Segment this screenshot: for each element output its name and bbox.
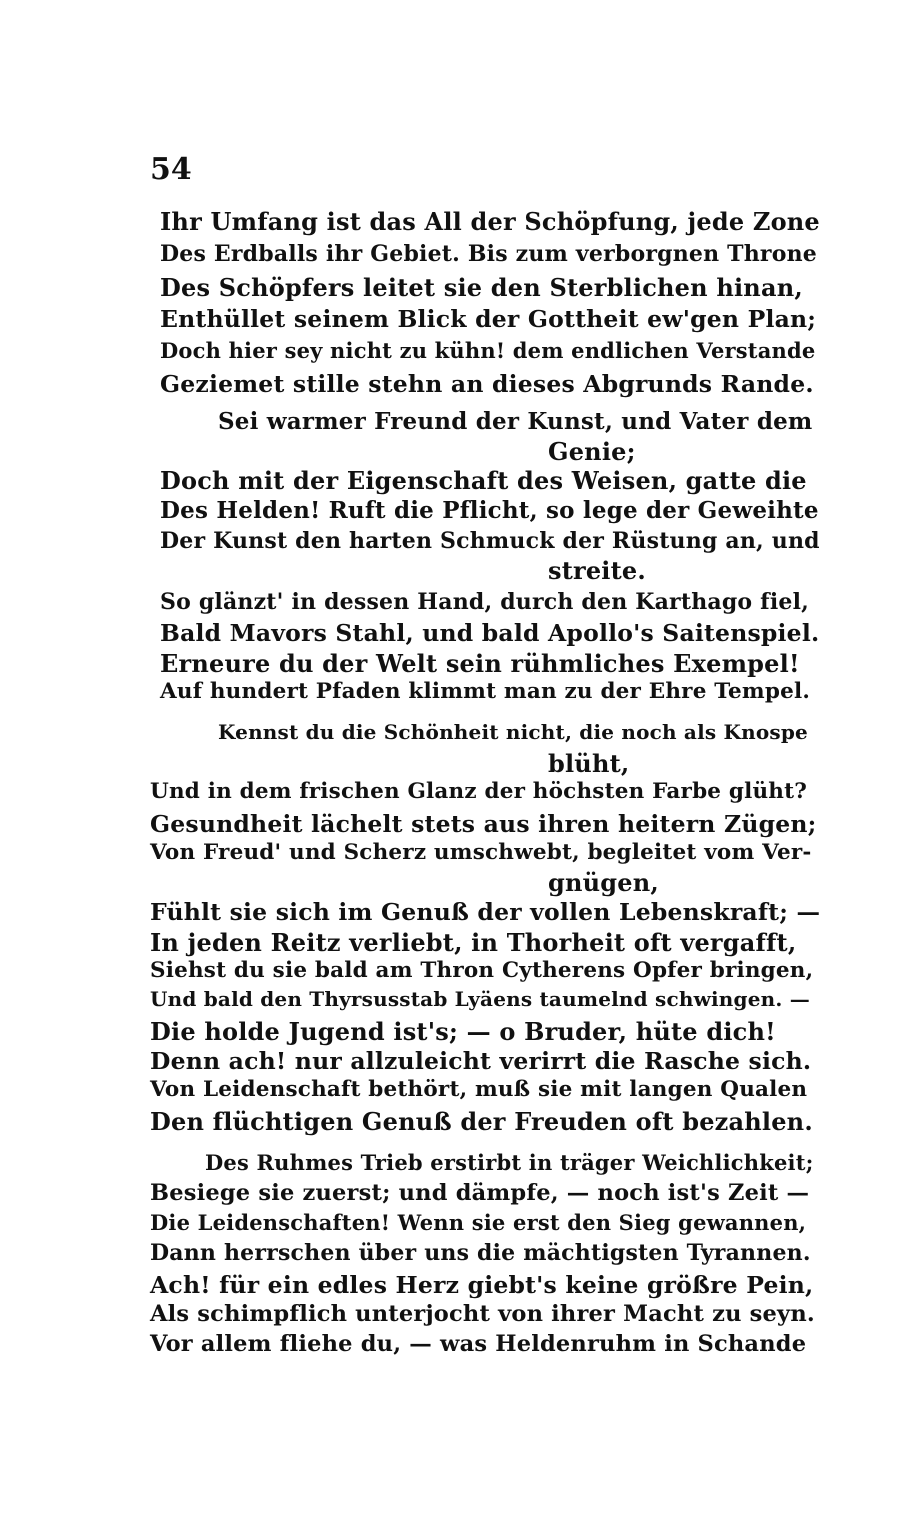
poem-line: Den flüchtigen Genuß der Freuden oft bezahlen. xyxy=(150,1107,813,1136)
poem-line: In jeden Reitz verliebt, in Thorheit oft vergafft, xyxy=(150,928,797,957)
poem-line: Sei warmer Freund der Kunst, und Vater dem xyxy=(218,408,813,435)
poem-line: Von Freud' und Scherz umschwebt, begleitet vom Ver- xyxy=(150,840,812,865)
poem-line: Gesundheit lächelt stets aus ihren heitern Zügen; xyxy=(150,810,817,838)
poem-line: So glänzt' in dessen Hand, durch den Karthago fiel, xyxy=(160,589,809,615)
poem-line: Bald Mavors Stahl, und bald Apollo's Saitenspiel. xyxy=(160,619,820,647)
poem-line: Vor allem fliehe du, — was Heldenruhm in Schande xyxy=(150,1331,807,1357)
poem-line: Enthüllet seinem Blick der Gottheit ew'gen Plan; xyxy=(160,305,817,333)
poem-line: Kennst du die Schönheit nicht, die noch als Knospe xyxy=(218,720,808,744)
poem-line-continuation: gnügen, xyxy=(548,868,659,897)
poem-line-continuation: blüht, xyxy=(548,749,630,778)
poem-line: Des Ruhmes Trieb erstirbt in träger Weichlichkeit; xyxy=(205,1150,814,1175)
poem-line: Von Leidenschaft bethört, muß sie mit langen Qualen xyxy=(150,1077,808,1102)
poem-line: Die Leidenschaften! Wenn sie erst den Sieg gewannen, xyxy=(150,1210,807,1235)
poem-line: Siehst du sie bald am Thron Cytherens Opfer bringen, xyxy=(150,958,814,983)
poem-line: Doch hier sey nicht zu kühn! dem endlichen Verstande xyxy=(160,338,816,363)
poem-line: Dann herrschen über uns die mächtigsten Tyrannen. xyxy=(150,1240,811,1266)
poem-line: Und in dem frischen Glanz der höchsten Farbe glüht? xyxy=(150,779,808,804)
page-number: 54 xyxy=(150,152,192,187)
poem-line: Der Kunst den harten Schmuck der Rüstung an, und xyxy=(160,528,820,554)
poem-line: Die holde Jugend ist's; — o Bruder, hüte dich! xyxy=(150,1017,776,1046)
poem-line: Als schimpflich unterjocht von ihrer Macht zu seyn. xyxy=(150,1301,815,1327)
poem-line: Ihr Umfang ist das All der Schöpfung, jede Zone xyxy=(160,207,820,236)
poem-line: Doch mit der Eigenschaft des Weisen, gatte die xyxy=(160,466,807,495)
poem-line: Des Helden! Ruft die Pflicht, so lege der Geweihte xyxy=(160,497,819,524)
poem-line: Erneure du der Welt sein rühmliches Exempel! xyxy=(160,649,800,678)
poem-line-continuation: streite. xyxy=(548,556,646,585)
poem-line: Geziemet stille stehn an dieses Abgrunds Rande. xyxy=(160,370,814,398)
poem-line: Denn ach! nur allzuleicht verirrt die Rasche sich. xyxy=(150,1047,812,1075)
poem-line: Des Schöpfers leitet sie den Sterblichen hinan, xyxy=(160,273,803,302)
poem-line: Besiege sie zuerst; und dämpfe, — noch ist's Zeit — xyxy=(150,1180,810,1206)
poem-line: Des Erdballs ihr Gebiet. Bis zum verborgnen Throne xyxy=(160,241,817,267)
poem-line: Fühlt sie sich im Genuß der vollen Lebenskraft; — xyxy=(150,898,821,926)
poem-line: Ach! für ein edles Herz giebt's keine größre Pein, xyxy=(150,1271,814,1299)
poem-line: Auf hundert Pfaden klimmt man zu der Ehre Tempel. xyxy=(160,679,811,704)
poem-line-continuation: Genie; xyxy=(548,437,636,466)
poem-line: Und bald den Thyrsusstab Lyäens taumelnd schwingen. — xyxy=(150,987,810,1011)
